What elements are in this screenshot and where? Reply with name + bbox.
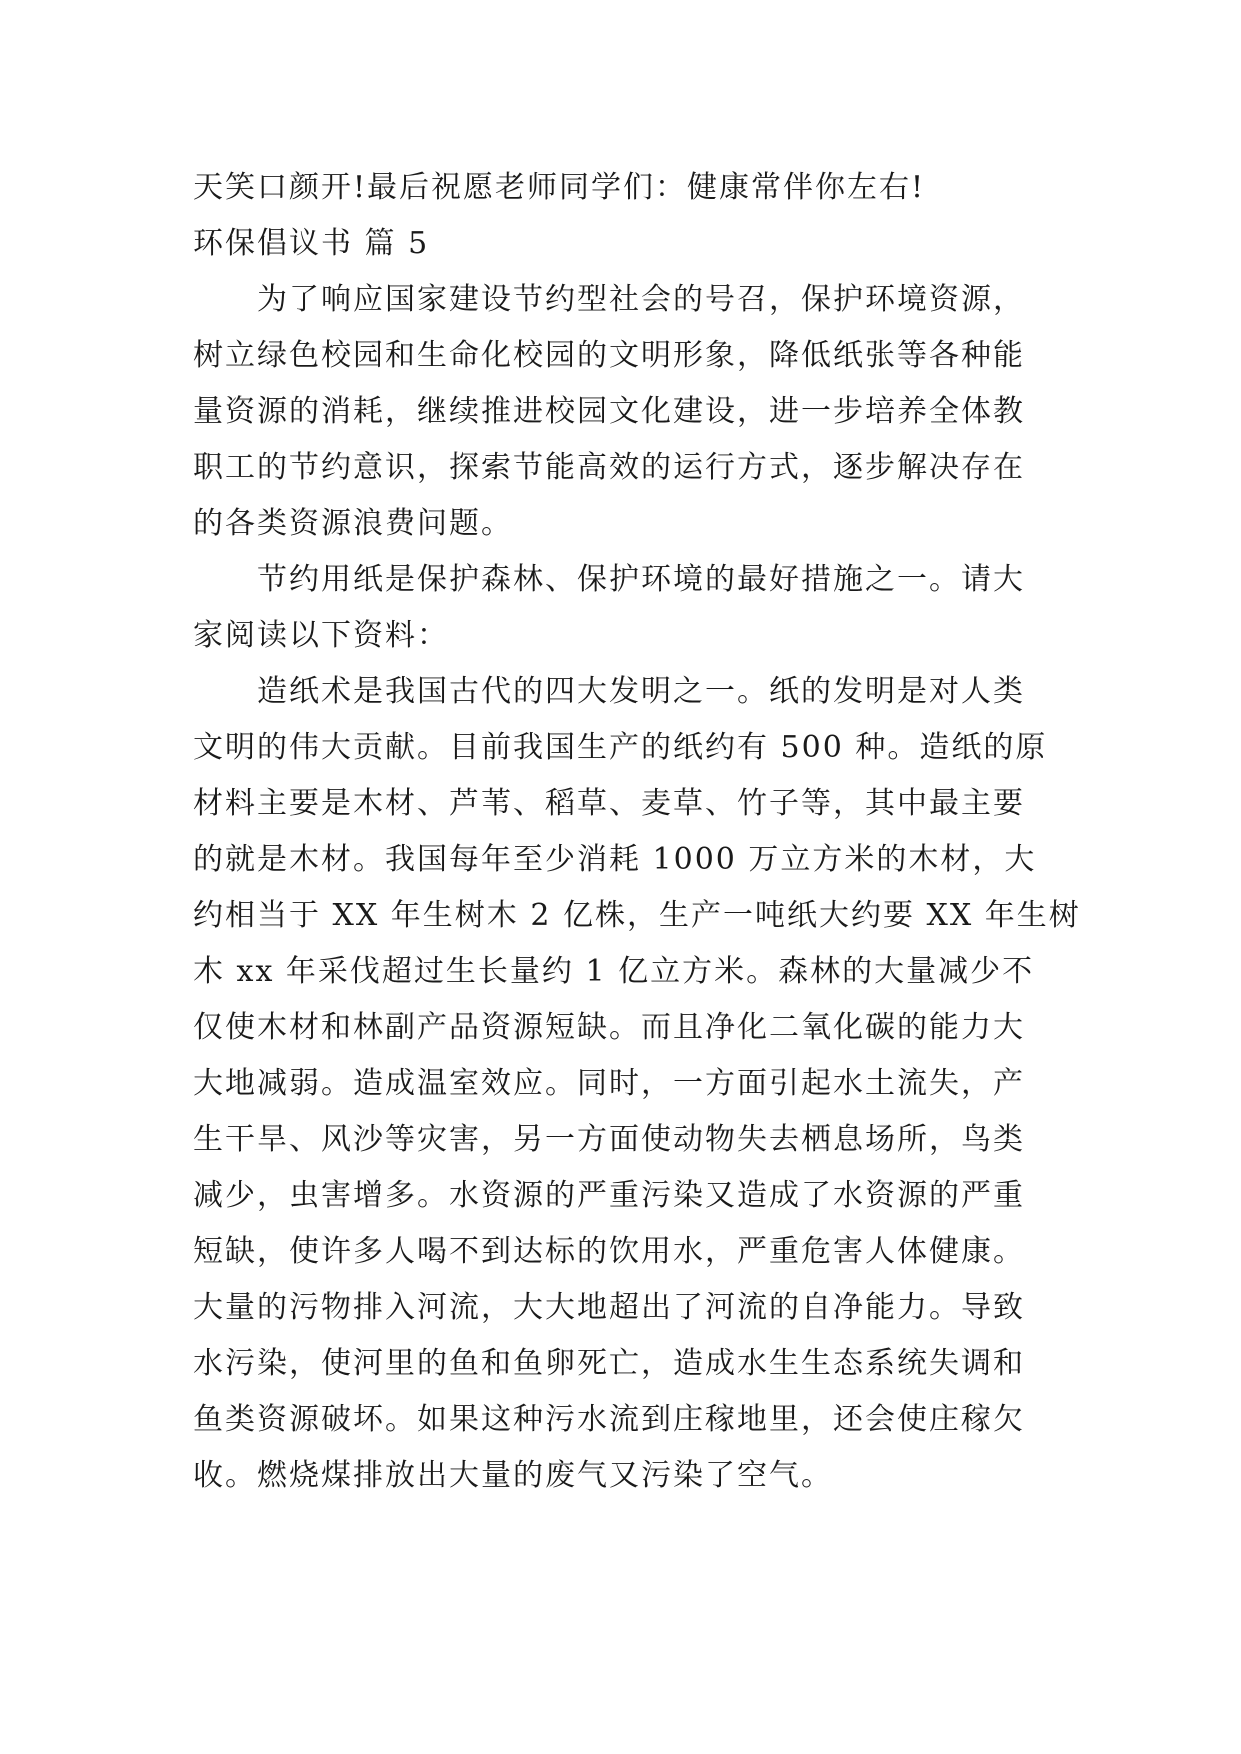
paragraph-line: 材料主要是木材、芦苇、稻草、麦草、竹子等，其中最主要 <box>193 786 1025 821</box>
carryover-line: 天笑口颜开!最后祝愿老师同学们：健康常伴你左右! <box>193 170 926 205</box>
paragraph-line: 约相当于 XX 年生树木 2 亿株，生产一吨纸大约要 XX 年生树 <box>193 898 1081 933</box>
paragraph-line: 水污染，使河里的鱼和鱼卵死亡，造成水生生态系统失调和 <box>193 1346 1025 1381</box>
paragraph-line: 木 xx 年采伐超过生长量约 1 亿立方米。森林的大量减少不 <box>193 954 1035 989</box>
paragraph-2 <box>193 552 1073 664</box>
paragraph-line: 收。燃烧煤排放出大量的废气又污染了空气。 <box>193 1458 833 1493</box>
paragraph-line: 树立绿色校园和生命化校园的文明形象，降低纸张等各种能 <box>193 338 1025 373</box>
paragraph-line: 生干旱、风沙等灾害，另一方面使动物失去栖息场所，鸟类 <box>193 1122 1025 1157</box>
paragraph-line: 短缺，使许多人喝不到达标的饮用水，严重危害人体健康。 <box>193 1234 1025 1269</box>
section-title: 环保倡议书 篇 5 <box>193 226 430 261</box>
paragraph-line: 为了响应国家建设节约型社会的号召，保护环境资源， <box>257 282 1025 317</box>
paragraph-line: 的各类资源浪费问题。 <box>193 506 513 541</box>
paragraph-line: 职工的节约意识，探索节能高效的运行方式，逐步解决存在 <box>193 450 1025 485</box>
paragraph-3 <box>193 664 1081 1504</box>
paragraph-line: 家阅读以下资料： <box>193 618 449 653</box>
document-body <box>193 160 1081 1504</box>
paragraph-1 <box>193 272 1073 552</box>
paragraph-line: 造纸术是我国古代的四大发明之一。纸的发明是对人类 <box>257 674 1025 709</box>
paragraph-line: 节约用纸是保护森林、保护环境的最好措施之一。请大 <box>257 562 1025 597</box>
paragraph-line: 减少，虫害增多。水资源的严重污染又造成了水资源的严重 <box>193 1178 1025 1213</box>
paragraph-line: 仅使木材和林副产品资源短缺。而且净化二氧化碳的能力大 <box>193 1010 1025 1045</box>
paragraph-line: 大量的污物排入河流，大大地超出了河流的自净能力。导致 <box>193 1290 1025 1325</box>
paragraph-line: 的就是木材。我国每年至少消耗 1000 万立方米的木材，大 <box>193 842 1037 877</box>
paragraph-line: 量资源的消耗，继续推进校园文化建设，进一步培养全体教 <box>193 394 1025 429</box>
paragraph-line: 大地减弱。造成温室效应。同时，一方面引起水土流失，产 <box>193 1066 1025 1101</box>
paragraph-line: 文明的伟大贡献。目前我国生产的纸约有 500 种。造纸的原 <box>193 730 1048 765</box>
paragraph-line: 鱼类资源破坏。如果这种污水流到庄稼地里，还会使庄稼欠 <box>193 1402 1025 1437</box>
